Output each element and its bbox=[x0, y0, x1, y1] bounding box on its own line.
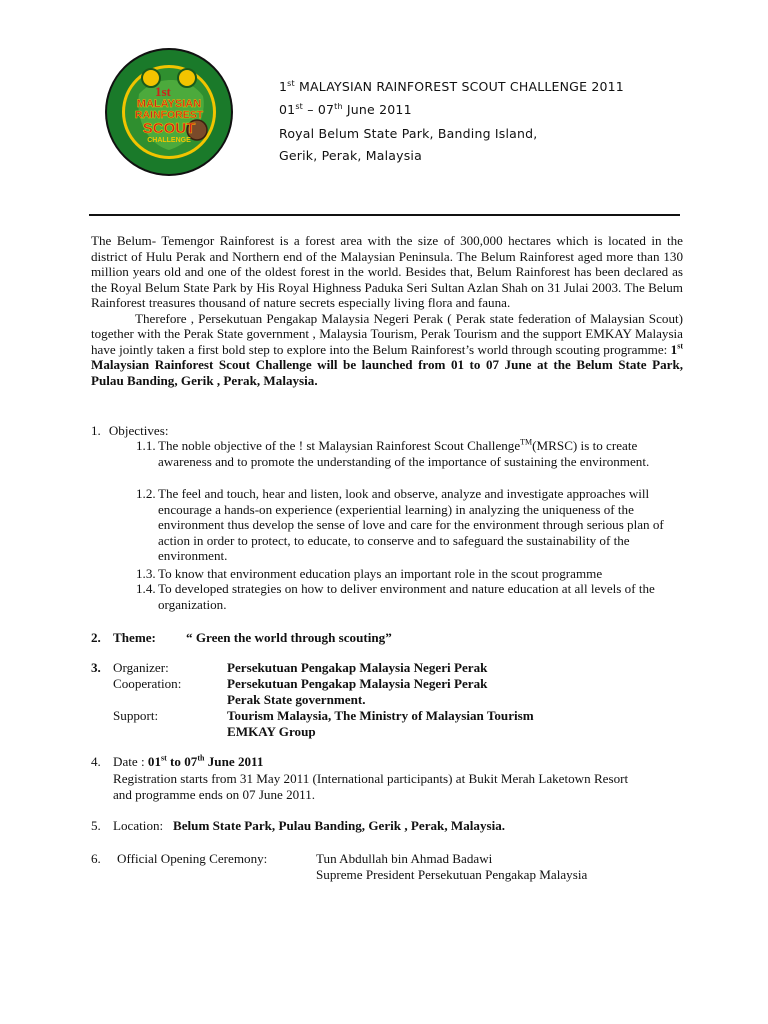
header-divider bbox=[89, 214, 680, 216]
theme-value: “ Green the world through scouting” bbox=[186, 630, 392, 645]
cooperation-label: Cooperation: bbox=[113, 676, 182, 691]
location-number: 5. bbox=[91, 818, 101, 833]
date-line: Date : 01st to 07th June 2011 bbox=[113, 753, 264, 769]
logo-badge-number: 1st bbox=[155, 84, 171, 99]
intro-text bbox=[91, 233, 683, 388]
objective-item: 1.4. To developed strategies on how to deliver environment and nature education at all levels of the organization. bbox=[136, 581, 655, 612]
objectives-heading: 1. Objectives: bbox=[91, 423, 169, 438]
organizer-number: 3. bbox=[91, 660, 101, 675]
theme-label: Theme: bbox=[113, 630, 156, 645]
organizer-value: Persekutuan Pengakap Malaysia Negeri Perak bbox=[227, 660, 488, 675]
cooperation-value: Perak State government. bbox=[227, 692, 366, 707]
opening-number: 6. bbox=[91, 851, 101, 866]
date-programme-end: and programme ends on 07 June 2011. bbox=[113, 787, 316, 802]
support-value: Tourism Malaysia, The Ministry of Malaysian Tourism bbox=[227, 708, 534, 723]
header-title: 1st MALAYSIAN RAINFOREST SCOUT CHALLENGE 2011 bbox=[279, 78, 624, 94]
location-label: Location: bbox=[113, 818, 164, 833]
objective-item: 1.1. The noble objective of the ! st Malaysian Rainforest Scout Challenge™(MRSC) is to create awareness and to promote the understanding of the importance of sustaining the environment. bbox=[136, 437, 650, 469]
intro-paragraph-1: The Belum- Temengor Rainforest is a forest area with the size of 300,000 hectares which is located in the district of Hulu Perak and Northern end of the Malaysian Peninsula. The Belum Rainforest aged more than 130 million years old and one of the oldest forest in the world. Besides that, Belum Rainforest has been declared as the Royal Belum State Park by His Royal Highness Paduka Seri Sultan Azlan Shah on 31 Julai 2003. The Belum Rainforest treasures thousand of nature secrets especially living flora and fauna. bbox=[91, 233, 683, 310]
cooperation-value: Persekutuan Pengakap Malaysia Negeri Perak bbox=[227, 676, 488, 691]
logo-ring-text: BELUM RAINFOREST RESORT, PERAK · 1 - 7 JUNE 2011 bbox=[95, 39, 341, 48]
opening-label: Official Opening Ceremony: bbox=[117, 851, 268, 866]
intro-paragraph-2: Therefore , Persekutuan Pengakap Malaysia Negeri Perak ( Perak state federation of Malaysian Scout) together with the Perak State government , Malaysia Tourism, Perak Tourism and the support EMKAY Malaysia have jointly taken a first bold step to explore into the Belum Rainforest’s world through scouting programme: 1st Malaysian Rainforest Scout Challenge will be launched from 01 to 07 June at the Belum State Park, Pulau Banding, Gerik , Perak, Malaysia. bbox=[91, 310, 683, 388]
support-value: EMKAY Group bbox=[227, 724, 316, 739]
opening-officiant: Tun Abdullah bin Ahmad Badawi bbox=[316, 851, 493, 866]
support-label: Support: bbox=[113, 708, 159, 723]
event-logo bbox=[95, 39, 341, 178]
header-venue: Royal Belum State Park, Banding Island, bbox=[279, 126, 538, 141]
objective-item: 1.2. The feel and touch, hear and listen, look and observe, analyze and investigate approaches will encourage a hands-on experience (experiential learning) in analyzing the uniqueness of the environment thus develop the sense of love and care for the environment through serious plan of action in order to protect, to educate, to conserve and to safeguard the sustainability of the environment. bbox=[136, 486, 664, 563]
opening-officiant-title: Supreme President Persekutuan Pengakap Malaysia bbox=[316, 867, 588, 882]
logo-badge-line1: MALAYSIAN bbox=[136, 98, 202, 110]
header-dates: 01st – 07th June 2011 bbox=[279, 101, 412, 117]
logo-badge-line4: CHALLENGE bbox=[147, 137, 191, 144]
location-value: Belum State Park, Pulau Banding, Gerik , Perak, Malaysia. bbox=[173, 818, 506, 833]
theme-number: 2. bbox=[91, 630, 101, 645]
date-number: 4. bbox=[91, 754, 101, 769]
date-registration: Registration starts from 31 May 2011 (International participants) at Bukit Merah Laketown Resort bbox=[113, 771, 629, 786]
logo-badge-line3: SCOUT bbox=[142, 120, 196, 137]
logo-badge-line2: RAINFOREST bbox=[134, 109, 204, 121]
header-location: Gerik, Perak, Malaysia bbox=[279, 148, 422, 163]
organizer-label: Organizer: bbox=[113, 660, 169, 675]
objective-item: 1.3. To know that environment education plays an important role in the scout programme bbox=[136, 566, 603, 581]
